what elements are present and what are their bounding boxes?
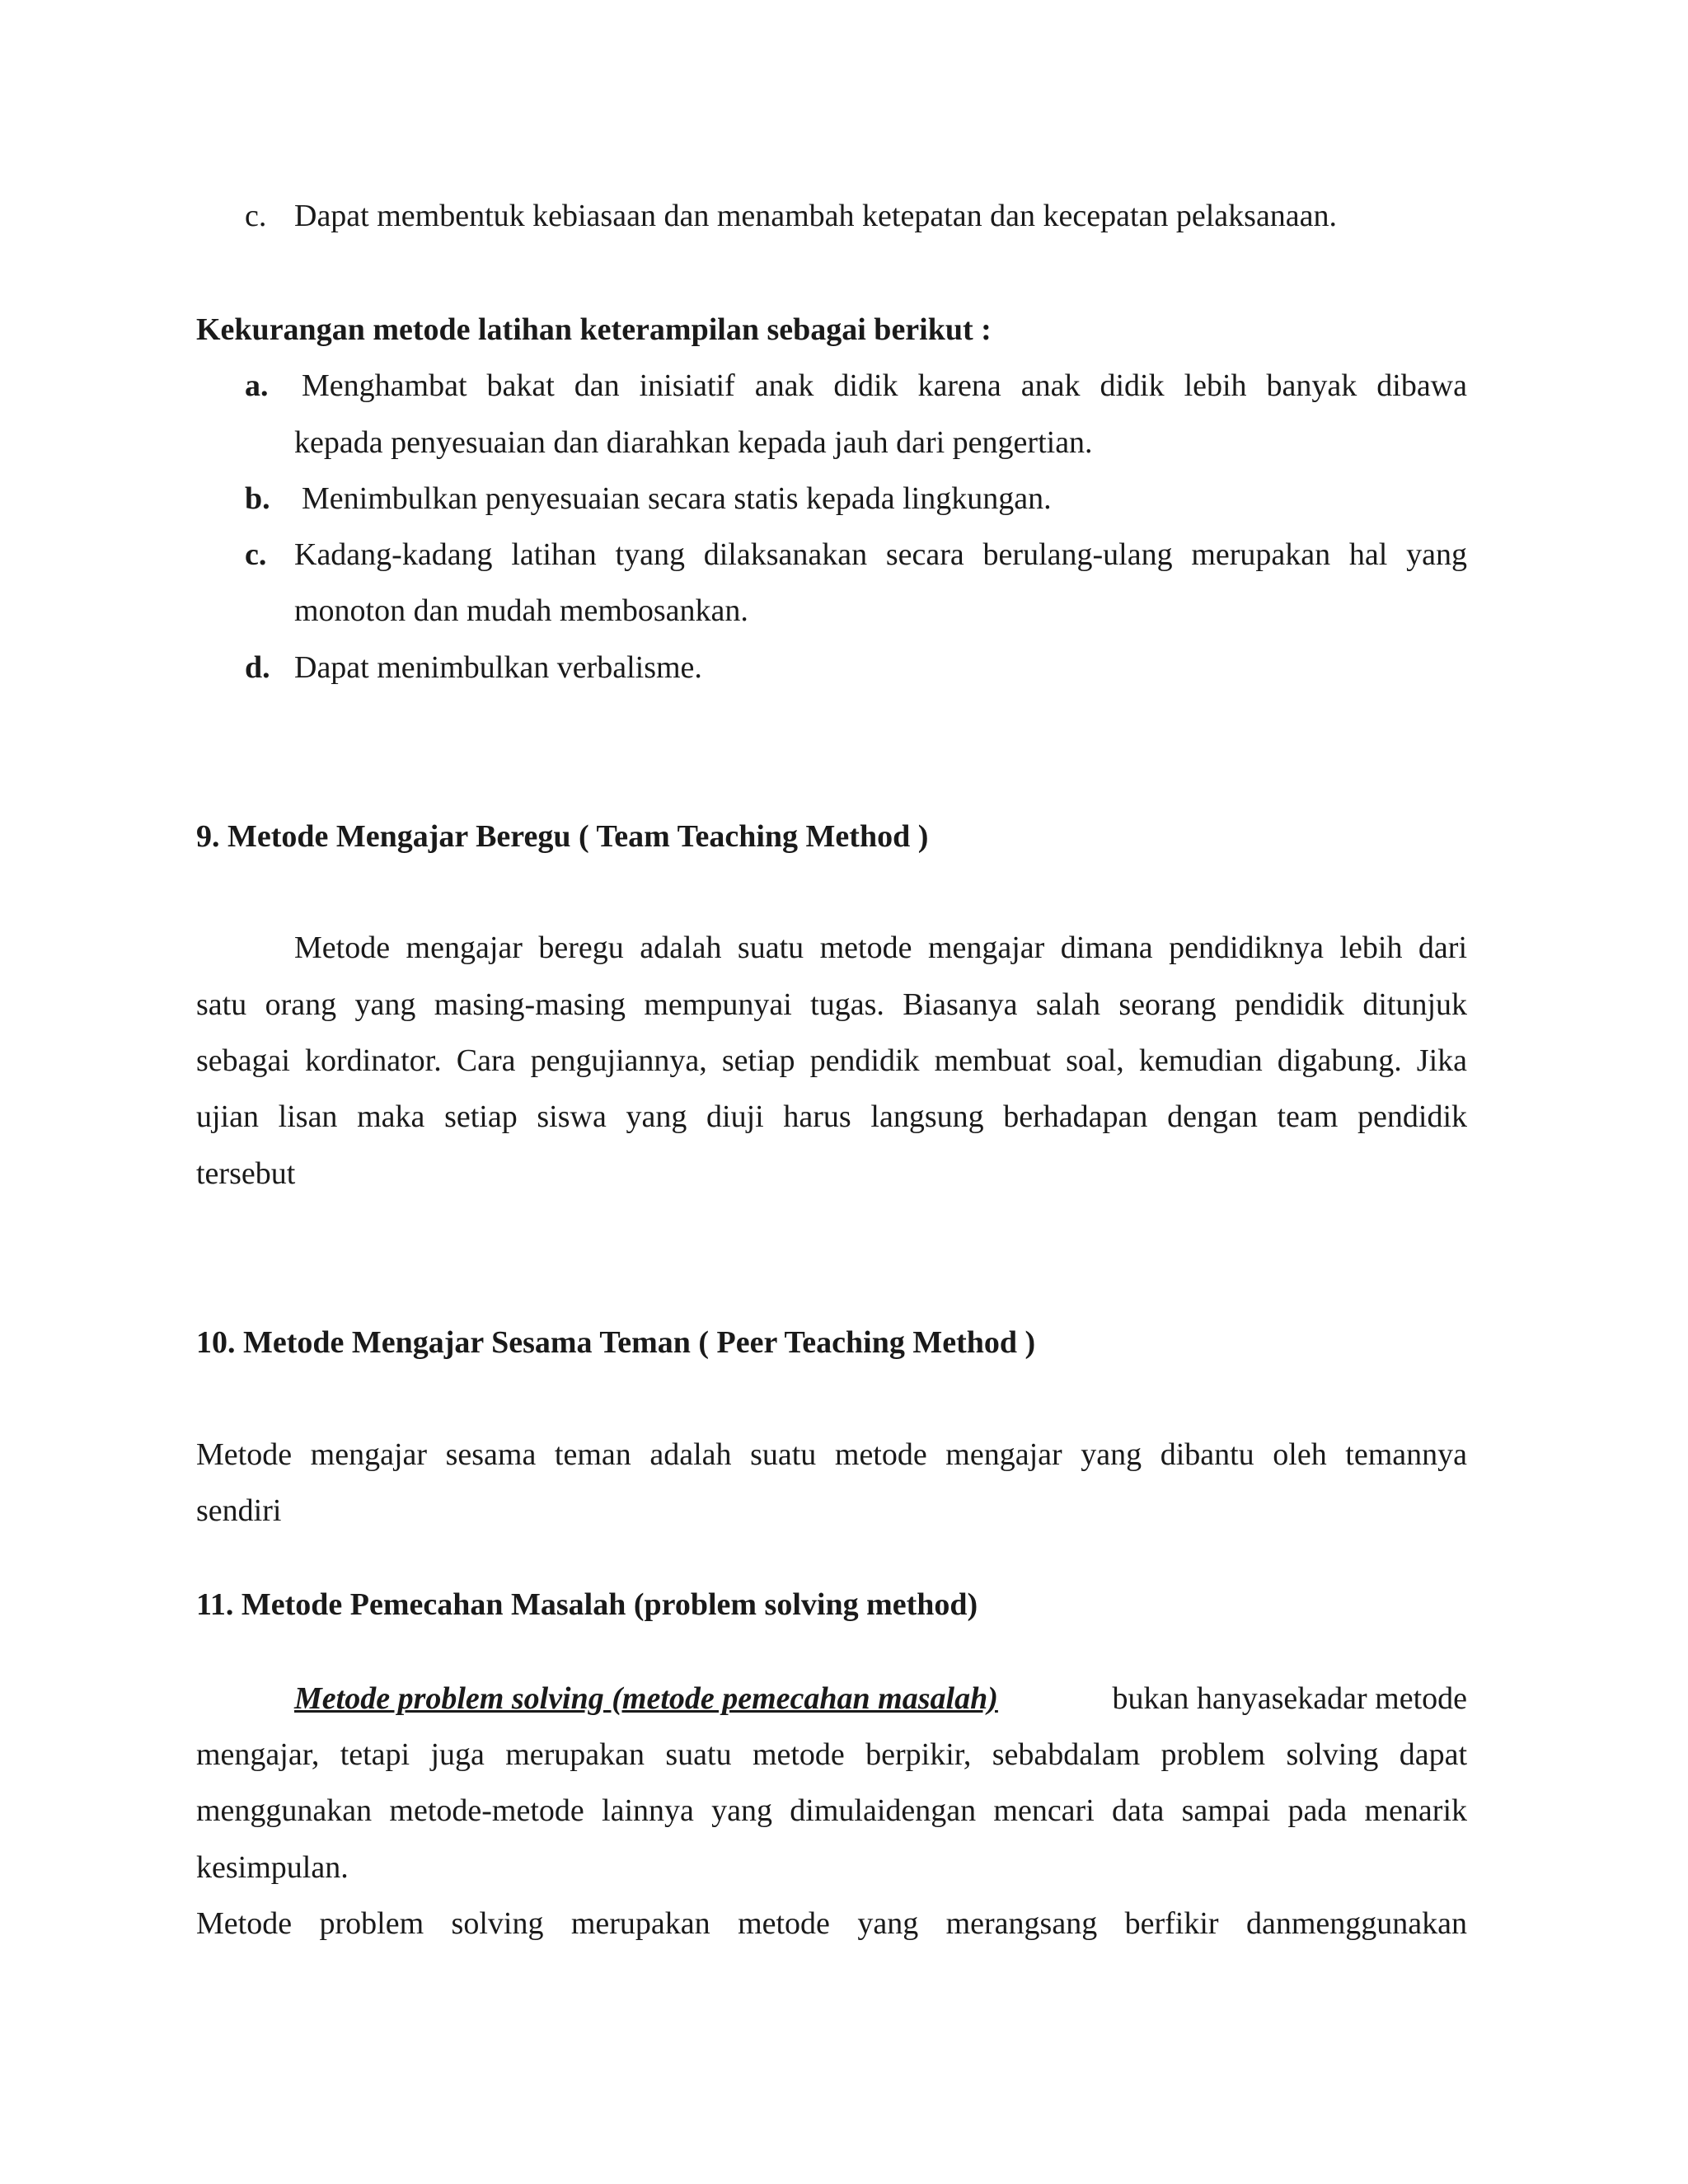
list-item-text: kepada penyesuaian dan diarahkan kepada jauh dari pengertian. <box>294 425 1093 460</box>
list-item-text: monoton dan mudah membosankan. <box>294 593 748 628</box>
paragraph-line: Metode problem solving merupakan metode yang merangsang berfikir danmenggunakan <box>196 1906 1467 1941</box>
list-marker: d. <box>245 650 270 685</box>
list-item-text: Menimbulkan penyesuaian secara statis kepada lingkungan. <box>302 481 1052 516</box>
paragraph-line: tersebut <box>196 1156 296 1191</box>
list-item-text: Dapat membentuk kebiasaan dan menambah ketepatan dan kecepatan pelaksanaan. <box>294 199 1338 233</box>
emphasized-term-text: Metode problem solving (metode pemecahan masalah) <box>294 1681 998 1716</box>
list-marker: c. <box>245 537 267 572</box>
paragraph-line: ujian lisan maka setiap siswa yang diuji harus langsung berhadapan dengan team pendidik <box>196 1099 1467 1134</box>
section-heading: 11. Metode Pemecahan Masalah (problem solving method) <box>196 1587 978 1622</box>
section-heading: 9. Metode Mengajar Beregu ( Team Teaching Method ) <box>196 819 929 854</box>
list-marker: c. <box>245 199 267 233</box>
list-item-text: Dapat menimbulkan verbalisme. <box>294 650 702 685</box>
paragraph-line: sendiri <box>196 1493 282 1528</box>
paragraph-line: mengajar, tetapi juga merupakan suatu metode berpikir, sebabdalam problem solving dapat <box>196 1737 1467 1772</box>
section-heading: 10. Metode Mengajar Sesama Teman ( Peer Teaching Method ) <box>196 1325 1036 1360</box>
section-heading: Kekurangan metode latihan keterampilan sebagai berikut : <box>196 312 992 347</box>
paragraph-line: sebagai kordinator. Cara pengujiannya, setiap pendidik membuat soal, kemudian digabung. Jika <box>196 1043 1467 1078</box>
paragraph-line: kesimpulan. <box>196 1850 349 1885</box>
list-item-text: Kadang-kadang latihan tyang dilaksanakan secara berulang-ulang merupakan hal yang <box>294 537 1467 572</box>
emphasized-term <box>294 1680 998 1717</box>
paragraph-line: Metode mengajar sesama teman adalah suatu metode mengajar yang dibantu oleh temannya <box>196 1437 1467 1472</box>
paragraph-line: satu orang yang masing-masing mempunyai tugas. Biasanya salah seorang pendidik ditunjuk <box>196 987 1467 1022</box>
list-item-text: Menghambat bakat dan inisiatif anak didik karena anak didik lebih banyak dibawa <box>302 368 1467 403</box>
list-marker: b. <box>245 481 270 516</box>
list-marker: a. <box>245 368 269 403</box>
paragraph-line: bukan hanyasekadar metode <box>1112 1681 1467 1716</box>
paragraph-line: Metode mengajar beregu adalah suatu metode mengajar dimana pendidiknya lebih dari <box>294 930 1467 965</box>
paragraph-line: menggunakan metode-metode lainnya yang dimulaidengan mencari data sampai pada menarik <box>196 1793 1467 1828</box>
